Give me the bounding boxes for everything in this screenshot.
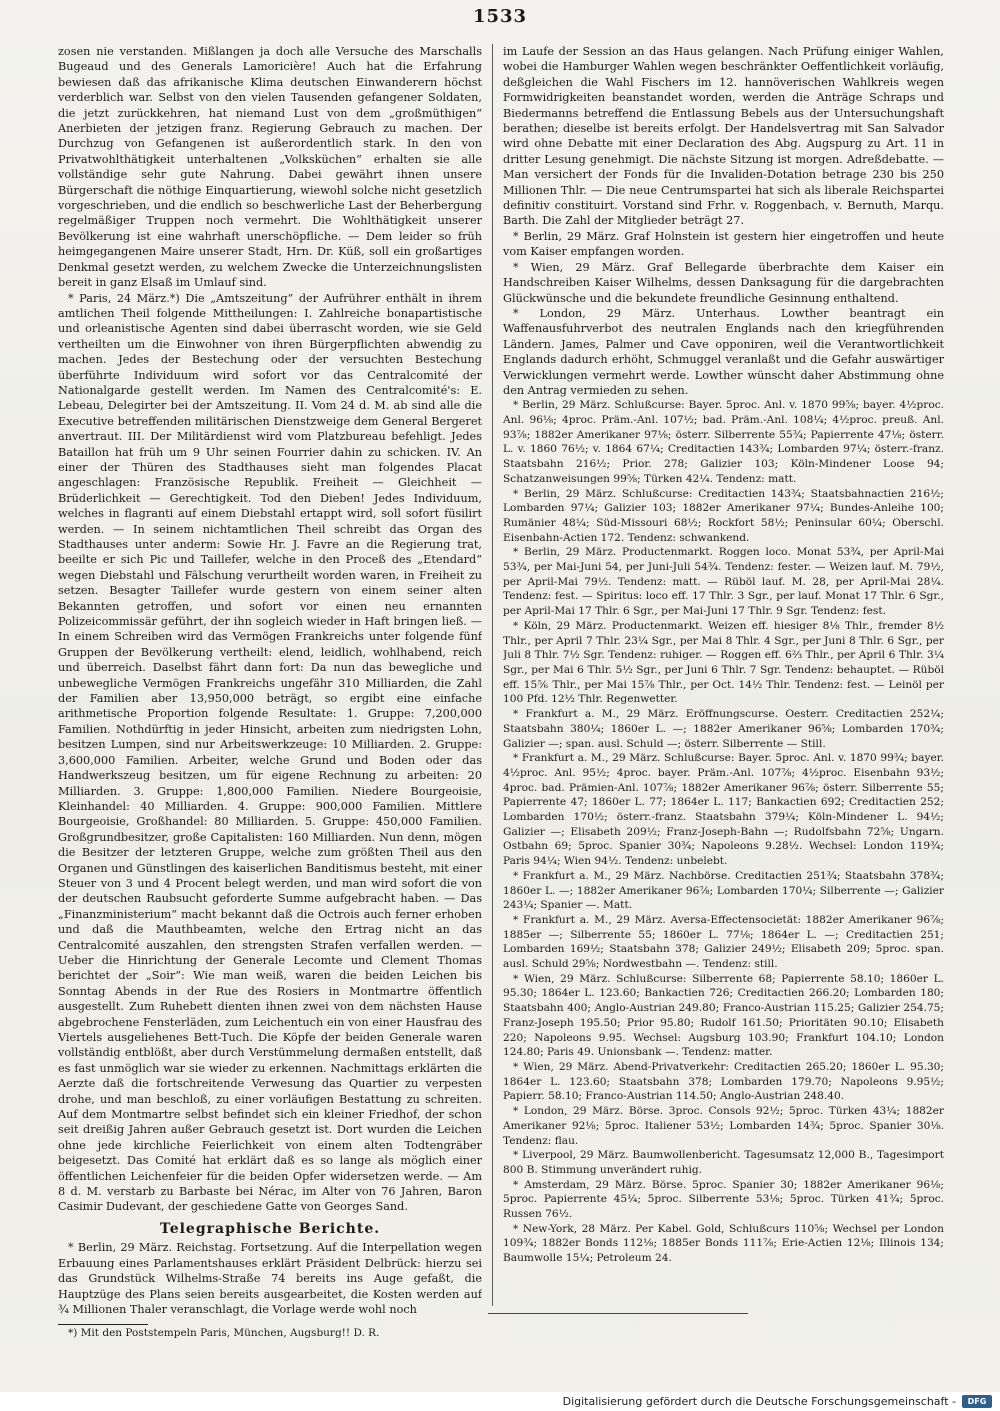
- market-reports: [503, 398, 944, 1265]
- market-report: * Wien, 29 März. Abend-Privatverkehr: Creditactien 265.20; 1860er L. 95.30; 1864er L. 123.60; Staatsbahn 378; Lombarden 179.70; Napoleons 9.95½; Papierr. 58.10; Franco-Austrian 114.50; Anglo-Austrian 248.40.: [503, 1060, 944, 1103]
- market-report: * Berlin, 29 März. Schlußcurse: Bayer. 5proc. Anl. v. 1870 99⅝; bayer. 4½proc. Anl. 96⅛; 4proc. Präm.-Anl. 107½; bad. Präm.-Anl. 108¼; 4½proc. preuß. Anl. 93⅞; 1882er Amerikaner 97⅛; österr. Silberrente 55¾; Papierrente 47⅛; österr. L. v. 1860 76½; v. 1864 67¼; Creditactien 143¾; Lombarden 97¼; österr.-franz. Staatsbahn 216½; Prior. 278; Galizier 103; Köln-Mindener Loose 94; Schatzanweisungen 99⅝; Türken 42¼. Tendenz: matt.: [503, 399, 944, 485]
- market-report: * Berlin, 29 März. Productenmarkt. Roggen loco. Monat 53¾, per April-Mai 53¾, per Mai-Juni 54, per Juni-Juli 54¾. Tendenz: fester. — Weizen lauf. M. 79½, per April-Mai 79½. Tendenz: matt. — Rüböl lauf. M. 28, per April-Mai 28¼. Tendenz: fest. — Spiritus: loco eff. 17 Thlr. 3 Sgr., per lauf. Monat 17 Thlr. 6 Sgr., per April-Mai 17 Thlr. 6 Sgr., per Mai-Juni 17 Thlr. 9 Sgr. Tendenz: fest.: [503, 546, 944, 618]
- market-report: * Frankfurt a. M., 29 März. Schlußcurse: Bayer. 5proc. Anl. v. 1870 99¾; bayer. 4½proc. Anl. 95½; 4proc. bayer. Präm.-Anl. 107⅞; 4½proc. Eisenbahn 93½; 4proc. bad. Prämien-Anl. 107⅞; 1882er Amerikaner 96⅞; österr. Silberrente 55; Papierrente 47; 1860er L. 77; 1864er L. 117; Bankactien 692; Creditactien 252; Lombarden 170½; österr.-franz. Staatsbahn 379¼; Köln-Mindener L. 94½; Galizier —; Elisabeth 209½; Franz-Joseph-Bahn —; Rudolfsbahn 72⅝; Ungarn. Ostbahn 69; 5proc. Spanier 30¾; Napoleons 9.28½. Wechsel: London 119¾; Paris 94¼; Wien 94½. Tendenz: unbelebt.: [503, 752, 944, 868]
- article-paragraph: * Berlin, 29 März. Graf Holnstein ist gestern hier eingetroffen und heute vom Kaiser empfangen worden.: [503, 229, 944, 259]
- market-report: * Amsterdam, 29 März. Börse. 5proc. Spanier 30; 1882er Amerikaner 96⅛; 5proc. Papierrente 45¼; 5proc. Silberrente 53⅛; 5proc. Türken 41¾; 5proc. Russen 76½.: [503, 1178, 944, 1221]
- market-report: * Frankfurt a. M., 29 März. Nachbörse. Creditactien 251¾; Staatsbahn 378¾; 1860er L. —; 1882er Amerikaner 96⅞; Lombarden 170¼; Silberrente —; Galizier 243¼; Spanier —. Matt.: [503, 869, 944, 912]
- footnote: *) Mit den Poststempeln Paris, München, Augsburg!! D. R.: [68, 1327, 380, 1340]
- footnote-divider: [58, 1324, 148, 1325]
- market-report: * Frankfurt a. M., 29 März. Aversa-Effectensocietät: 1882er Amerikaner 96⅞; 1885er —; Silberrente 55; 1860er L. 77⅛; 1864er L. —; Creditactien 251; Lombarden 169½; Staatsbahn 378; Galizier 249½; Elisabeth 209; 5proc. span. ausl. Schuld 29⅝; Nordwestbahn —. Tendenz: still.: [503, 913, 944, 971]
- market-report: * Wien, 29 März. Schlußcurse: Silberrente 68; Papierrente 58.10; 1860er L. 95.30; 1864er L. 123.60; Bankactien 726; Creditactien 266.20; Lombarden 180; Staatsbahn 400; Anglo-Austrian 249.80; Franco-Austrian 115.25; Galizier 254.75; Franz-Joseph 195.50; Prior 95.80; Rudolf 161.50; Prioritäten 90.10; Elisabeth 220; Napoleons 9.95. Wechsel: Augsburg 103.90; Frankfurt 104.10; London 124.80; Paris 49. Unionsbank —. Tendenz: matter.: [503, 972, 944, 1059]
- article-paragraph: * Wien, 29 März. Graf Bellegarde überbrachte dem Kaiser ein Handschreiben Kaiser Wilhelms, dessen Danksagung für die dargebrachten Glückwünsche und die bekundete freundliche Gesinnung enthaltend.: [503, 260, 944, 305]
- market-report: * Berlin, 29 März. Schlußcurse: Creditactien 143¾; Staatsbahnactien 216½; Lombarden 97¼; Galizier 103; 1882er Amerikaner 97¼; Bundes-Anleihe 100; Rumänier 48¼; Süd-Missouri 68½; Rockfort 58½; Peninsular 60¼; Oberschl. Eisenbahn-Actien 172. Tendenz: schwankend.: [503, 487, 944, 544]
- article-paragraph: * Berlin, 29 März. Reichstag. Fortsetzung. Auf die Interpellation wegen Erbauung eines Parlamentshauses erklärt Präsident Delbrück: hierzu sei das Grundstück Wilhelms-Straße 74 bereits ins Auge gefaßt, die Hauptzüge des Plans seien bereits ausgearbeitet, die Kosten werden auf ¾ Millionen Thaler veranschlagt, die Vorlage werde wohl noch: [58, 1241, 482, 1316]
- article-paragraph: * London, 29 März. Unterhaus. Lowther beantragt ein Waffenausfuhrverbot des neutralen Englands nach den kriegführenden Ländern. James, Palmer und Cave opponiren, weil die Verantwortlichkeit Englands dadurch erhöht, Schmuggel veranlaßt und die Gefahr auswärtiger Verwicklungen vermehrt werde. Lowther wünscht daher Abstimmung ohne den Antrag vermieden zu sehen.: [503, 306, 944, 397]
- dfg-logo-icon: DFG: [962, 1395, 992, 1408]
- market-report: * London, 29 März. Börse. 3proc. Consols 92½; 5proc. Türken 43¼; 1882er Amerikaner 92⅛; 5proc. Italiener 53½; Lombarden 14¾; 5proc. Spanier 30⅛. Tendenz: flau.: [503, 1105, 944, 1147]
- digitization-footer: [0, 1392, 1000, 1411]
- closing-rule: [488, 1313, 748, 1314]
- left-column: [58, 44, 482, 1360]
- section-heading: Telegraphische Berichte.: [159, 1220, 381, 1237]
- article-paragraph: zosen nie verstanden. Mißlangen ja doch alle Versuche des Marschalls Bugeaud und des Generals Lamoricière! Auch hat die Erfahrung bewiesen daß das afrikanische Klima deutschen Einwanderern höchst verderblich war. Selbst von den vielen Tausenden gefangener Soldaten, die jetzt zurückkehren, hat niemand Lust von dem „großmüthigen“ Anerbieten der jetzigen franz. Regierung Gebrauch zu machen. Der Durchzug von Gefangenen ist außerordentlich stark. In den von Privatwohlthätigkeit unterhaltenen „Volksküchen“ erhalten sie alle vollständige sehr gute Nahrung. Dabei gewährt ihnen unsere Bürgerschaft die nöthige Einquartierung, wiewohl solche nicht gesetzlich vorgeschrieben, und die endlich so beschwerliche Last der Beherbergung regelmäßiger Truppen noch vermehrt. Die Wohlthätigkeit unserer Bevölkerung ist eine wahrhaft unerschöpfliche. — Dem leider so früh heimgegangenen Maire unserer Stadt, Hrn. Dr. Küß, soll ein großartiges Denkmal gesetzt werden, zu welchem Zwecke die Unterzeichnungslisten bereit in ganz Elsaß im Umlauf sind.: [58, 45, 482, 290]
- market-report: * New-York, 28 März. Per Kabel. Gold, Schlußcurs 110⅝; Wechsel per London 109¾; 1882er Bonds 112⅛; 1885er Bonds 111⅞; Erie-Actien 12⅛; Illinois 134; Baumwolle 15¼; Petroleum 24.: [503, 1222, 944, 1265]
- column-divider: [492, 44, 493, 1306]
- article-paragraph: * Paris, 24 März.*) Die „Amtszeitung“ der Aufrührer enthält in ihrem amtlichen Theil folgende Mittheilungen: I. Zahlreiche bonapartistische und orleanistische Agenten sind dabei überrascht worden, wie sie Geld vertheilten um die Einwohner von ihren Bürgerpflichten abwendig zu machen. Jedes der Bestechung oder der versuchten Bestechung überführte Individuum wird sofort vor das Centralcomité der Nationalgarde gestellt werden. Im Namen des Centralcomité's: E. Lebeau, Delegirter bei der Amtszeitung. II. Vom 24 d. M. ab sind alle die Executive betreffenden militärischen Dienstzweige dem General Bergeret anvertraut. III. Der Militärdienst wird vom Platzbureau befehligt. Jedes Bataillon hat früh um 9 Uhr seinen Fourrier dahin zu schicken. IV. An einer der Thüren des Stadthauses sieht man folgendes Placat angeschlagen: Französische Republik. Freiheit — Gleichheit — Brüderlichkeit — Gerechtigkeit. Tod den Dieben! Jedes Individuum, welches in flagranti auf einem Diebstahl ertappt wird, soll sofort füsilirt werden. — In seinem nichtamtlichen Theil schreibt das Organ des Stadthauses unter anderm: Sowie Hr. J. Favre an die Regierung trat, beeilte er sich Pic und Taillefer, welche in den Proceß des „Etendard“ wegen Diebstahl und Fälschung verurtheilt worden waren, in Freiheit zu setzen. Besagter Taillefer wurde gestern von einem seiner alten Bekannten getroffen, und sofort vor einen neu ernannten Polizeicommissär geführt, der ihn sogleich wieder in Haft bringen ließ. — In einem Schreiben wird das Vermögen Frankreichs unter folgende fünf Gruppen der Bevölkerung vertheilt: elend, leidlich, wohlhabend, reich und überreich. Daselbst fährt dann fort: Da nun das bewegliche und unbewegliche Vermögen Frankreichs ungefähr 310 Milliarden, die Zahl der Familien aber 13,950,000 beträgt, so ergibt eine einfache arithmetische Proportion folgende Resultate: 1. Gruppe: 7,200,000 Familien. Nothdürftig in jeder Hinsicht, arbeiten zum niedrigsten Lohn, besitzen Lumpen, sind nur Arbeitswerkzeuge: 10 Milliarden. 2. Gruppe: 3,600,000 Familien. Arbeiter, welche Grund und Boden oder das Handwerkszeug besitzen, um für eigene Rechnung zu arbeiten: 20 Milliarden. 3. Gruppe: 1,800,000 Familien. Niedere Bourgeoisie, Kleinhandel: 40 Milliarden. 4. Gruppe: 900,000 Familien. Mittlere Bourgeoisie, Großhandel: 80 Milliarden. 5. Gruppe: 450,000 Familien. Großgrundbesitzer, große Capitalisten: 160 Milliarden. Nun denn, mögen die Besitzer der letzteren Gruppe, welche zum größten Theil aus den Organen und Günstlingen des kaiserlichen Banditismus besteht, mit einer Steuer von 3 und 4 Procent belegt werden, und man wird sofort die von der deutschen Raubsucht geforderte Summe aufgebracht haben. — Das „Finanzministerium“ macht bekannt daß die Octrois auch ferner erhoben und daß die Mauthbeamten, welche den Ertrag nicht an das Centralcomité auszahlen, den strengsten Strafen verfallen werden. — Ueber die Hinrichtung der Generale Lecomte und Clement Thomas berichtet der „Soir“: Wie man weiß, waren die beiden Leichen bis Sonntag Abends in der Rue des Rosiers in Montmartre öffentlich ausgestellt. Zum Ruhebett dienten ihnen zwei von dem nächsten Hause abgebrochene Fensterläden, zum Leichentuch ein von einer Hausfrau des Viertels ausgeliehenes Bett-Tuch. Die Köpfe der beiden Generale waren vollständig entblößt, aber durch Verstümmelung dermaßen entstellt, daß es fast unmöglich war sie wieder zu erkennen. Nachmittags erklärten die Aerzte daß die fortschreitende Verwesung das Quartier zu verpesten drohe, und man beschloß, zu einer vorläufigen Bestattung zu schreiten. Auf dem Montmartre selbst befindet sich ein kleiner Friedhof, der schon seit dreißig Jahren außer Gebrauch gesetzt ist. Dort wurden die Leichen ohne jede kirchliche Feierlichkeit von einem alten Todtengräber beigesetzt. Das Comité hat erklärt daß es so lange als möglich einer öffentlichen Leichenfeier für die beiden Opfer widersetzen werde. — Am 8 d. M. verstarb zu Barbaste bei Nérac, im Alter von 76 Jahren, Baron Casimir Dudevant, der geschiedene Gatte von Georges Sand.: [58, 291, 482, 1214]
- right-column: [503, 44, 944, 1344]
- page-number: 1533: [472, 6, 528, 27]
- market-report: * Liverpool, 29 März. Baumwollenbericht. Tagesumsatz 12,000 B., Tagesimport 800 B. Stimmung unverändert ruhig.: [503, 1149, 944, 1176]
- digitization-credit: Digitalisierung gefördert durch die Deutsche Forschungsgemeinschaft -: [562, 1395, 956, 1408]
- market-report: * Frankfurt a. M., 29 März. Eröffnungscurse. Oesterr. Creditactien 252¼; Staatsbahn 380¼; 1860er L. —; 1882er Amerikaner 96⅝; Lombarden 170¾; Galizier —; span. ausl. Schuld —; österr. Silberrente — Still.: [503, 708, 944, 750]
- article-paragraph: im Laufe der Session an das Haus gelangen. Nach Prüfung einiger Wahlen, wobei die Hamburger Wahlen wegen beschränkter Oeffentlichkeit vorläufig, deßgleichen die Wahl Fischers im 12. hannöverischen Wahlkreis wegen Formwidrigkeiten beanstandet worden, werden die Anträge Schraps und Biedermanns betreffend die Entlassung Bebels aus der Untersuchungshaft berathen; dieselbe ist bereits erfolgt. Der Handelsvertrag mit San Salvador wird ohne Debatte mit einer Declaration des Abg. Augspurg zu Art. 11 in dritter Lesung genehmigt. Die nächste Sitzung ist morgen. Adreßdebatte. — Man versichert der Fonds für die Invaliden-Dotation betrage 230 bis 250 Millionen Thlr. — Die neue Centrumspartei hat sich als liberale Reichspartei definitiv constituirt. Vorstand sind Frhr. v. Roggenbach, v. Bernuth, Marqu. Barth. Die Zahl der Mitglieder beträgt 27.: [503, 45, 944, 228]
- market-report: * Köln, 29 März. Productenmarkt. Weizen eff. hiesiger 8⅛ Thlr., fremder 8½ Thlr., per April 7 Thlr. 23¼ Sgr., per Mai 8 Thlr. 4 Sgr., per Juni 8 Thlr. 6 Sgr., per Juli 8 Thlr. 7½ Sgr. Tendenz: ruhiger. — Roggen eff. 6⅔ Thlr., per April 6 Thlr. 3¼ Sgr., per Mai 6 Thlr. 5½ Sgr., per Juni 6 Thlr. 7 Sgr. Tendenz: behauptet. — Rüböl eff. 15⅚ Thlr., per Mai 15⅞ Thlr., per Oct. 14½ Thlr. Tendenz: fest. — Leinöl per 100 Pfd. 12½ Thlr. Regenwetter.: [503, 619, 944, 706]
